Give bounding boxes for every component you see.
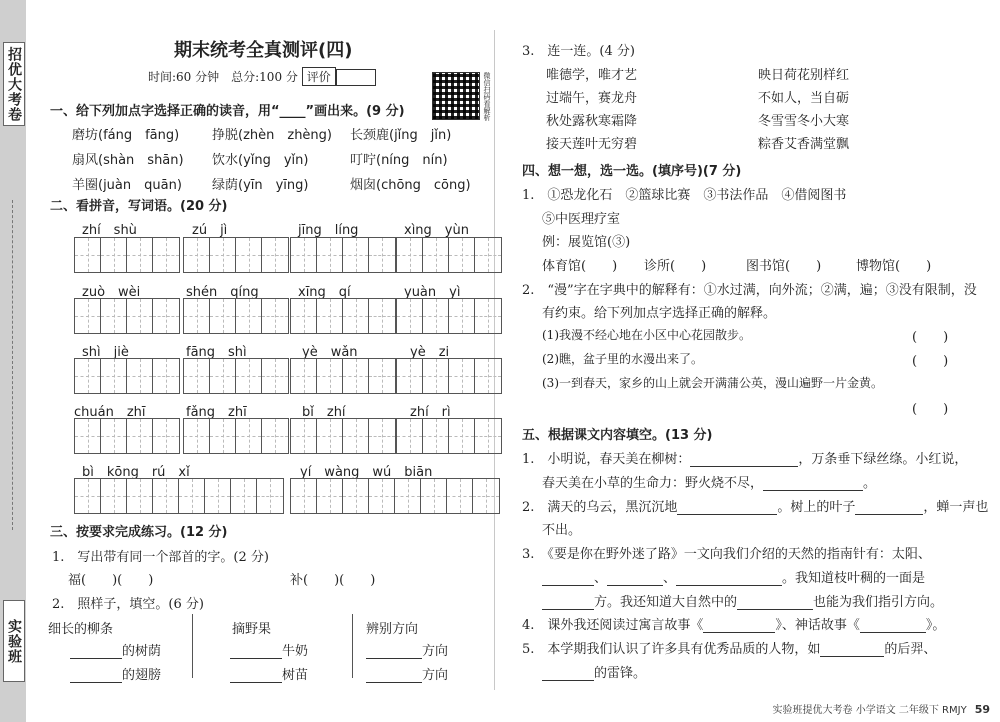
s4-sub-3: (3)一到春天，家乡的山上就会开满蒲公英，漫山遍野一片金黄。 <box>542 376 884 390</box>
binding-strip <box>0 0 26 722</box>
section-3-title: 三、按要求完成练习。(12 分) <box>50 525 228 540</box>
match-right-item[interactable]: 映日荷花别样红 <box>758 68 850 83</box>
qr-label: 微信扫码看解析 <box>483 72 491 121</box>
cut-line <box>12 200 14 530</box>
answer-grid[interactable] <box>290 478 500 514</box>
eval-label: 评价 <box>306 70 331 84</box>
answer-grid[interactable] <box>183 358 289 394</box>
answer-grid[interactable] <box>290 358 396 394</box>
pron-item[interactable]: 扇风(shàn shān) <box>72 153 184 168</box>
answer-grid[interactable] <box>396 418 502 454</box>
fill-blank[interactable] <box>820 656 884 657</box>
answer-grid[interactable] <box>74 478 284 514</box>
section-1-items <box>72 124 471 193</box>
fill-blank[interactable] <box>855 514 923 515</box>
s5-line-4: 4. 课外我还阅读过寓言故事《 》、神话故事《 》。 <box>522 618 946 633</box>
section-1-title: 一、给下列加点字选择正确的读音，用“____”画出来。(9 分) <box>50 104 405 119</box>
pinyin-label: chuán zhī <box>74 405 146 420</box>
fill-line[interactable]: 的树荫 <box>70 640 161 659</box>
pinyin-label: shì jiè <box>82 345 129 360</box>
section-2-title: 二、看拼音，写词语。(20 分) <box>50 199 228 214</box>
time-score: 时间:60 分钟 总分:100 分 <box>148 70 298 84</box>
s5-line-2: 2. 满天的乌云，黑沉沉地 。树上的叶子 ，蝉一声也 <box>522 500 989 515</box>
s5-line-5: 5. 本学期我们认识了许多具有优秀品质的人物，如 的后羿、 <box>522 642 937 657</box>
pron-item[interactable]: 挣脱(zhèn zhèng) <box>212 128 332 143</box>
match-right-item[interactable]: 不如人，当自砺 <box>758 91 850 106</box>
fill-blank[interactable] <box>690 466 798 467</box>
s5-line-2b: 不出。 <box>542 523 582 538</box>
pinyin-label: bǐ zhí <box>302 405 346 420</box>
s4-sub-1: (1)我漫不经心地在小区中心花园散步。 <box>542 328 751 342</box>
fill-line[interactable]: 方向 <box>366 664 448 683</box>
answer-grid[interactable] <box>74 237 180 273</box>
fill-blank[interactable] <box>542 609 594 610</box>
fill-blank[interactable] <box>542 585 594 586</box>
pron-item[interactable]: 饮水(yǐng yǐn) <box>212 153 309 168</box>
fill-line[interactable]: 方向 <box>366 640 448 659</box>
s4-q1b: ⑤中医理疗室 <box>542 212 621 227</box>
s3-q1: 1. 写出带有同一个部首的字。(2 分) <box>52 550 269 565</box>
match-left-item[interactable]: 过端午，赛龙舟 <box>546 91 638 106</box>
pinyin-label: xīng qí <box>298 285 351 300</box>
answer-grid[interactable] <box>74 298 180 334</box>
s4-sub-2: (2)瞧，盆子里的水漫出来了。 <box>542 352 703 366</box>
series-tag-bottom: 实验班 <box>3 600 25 682</box>
section-4-title: 四、想一想，选一选。(填序号)(7 分) <box>522 164 742 179</box>
pinyin-label: zuò wèi <box>82 285 141 300</box>
answer-paren[interactable]: ( ) <box>912 330 949 345</box>
pinyin-label: xìng yùn <box>404 223 469 238</box>
pinyin-label: zú jì <box>192 223 228 238</box>
s5-line-3b: 、 、 。我知道枝叶稠的一面是 <box>542 567 925 586</box>
series-tag-top: 招优大考卷 <box>3 42 25 126</box>
answer-grid[interactable] <box>290 418 396 454</box>
pinyin-label: yè wǎn <box>302 345 358 360</box>
place-answer[interactable]: 诊所( ) <box>644 259 707 274</box>
answer-paren[interactable]: ( ) <box>912 354 949 369</box>
fill-blank[interactable] <box>763 490 863 491</box>
pinyin-label: zhí shù <box>82 223 137 238</box>
example-head: 辨别方向 <box>366 622 419 637</box>
fill-blank[interactable] <box>676 585 782 586</box>
pron-item[interactable]: 长颈鹿(jǐng jǐn) <box>350 128 452 143</box>
radical-answer-2[interactable]: 补( )( ) <box>290 573 376 588</box>
match-right <box>758 64 849 156</box>
match-left-item[interactable]: 接天莲叶无穷碧 <box>546 137 638 152</box>
match-left <box>546 64 637 156</box>
page-title: 期末统考全真测评(四) <box>174 40 353 61</box>
exam-meta <box>148 67 376 86</box>
section-5-title: 五、根据课文内容填空。(13 分) <box>522 428 713 443</box>
s4-q2b: 有约束。给下列加点字选择正确的解释。 <box>542 306 777 321</box>
answer-grid[interactable] <box>74 418 180 454</box>
fill-line[interactable]: 树苗 <box>230 664 308 683</box>
s3-q2: 2. 照样子，填空。(6 分) <box>52 597 204 612</box>
example-head: 细长的柳条 <box>48 622 114 637</box>
pinyin-label: fāng shì <box>186 345 247 360</box>
fill-line[interactable]: 的翅膀 <box>70 664 161 683</box>
pinyin-label: jīng líng <box>298 223 359 238</box>
answer-grid[interactable] <box>183 237 289 273</box>
eval-field[interactable] <box>336 69 376 86</box>
pinyin-label: yí wàng wú biān <box>300 465 433 480</box>
pinyin-label: yè zi <box>410 345 450 360</box>
s5-line-3c: 方。我还知道大自然中的 也能为我们指引方向。 <box>542 591 943 610</box>
answer-grid[interactable] <box>74 358 180 394</box>
fill-blank[interactable] <box>703 632 775 633</box>
fill-blank[interactable] <box>542 680 594 681</box>
answer-grid[interactable] <box>183 298 289 334</box>
pinyin-label: fǎng zhī <box>186 405 247 420</box>
fill-line[interactable]: 牛奶 <box>230 640 308 659</box>
page-number: 59 <box>974 703 990 716</box>
pron-item[interactable]: 羊圈(juàn quān) <box>72 178 182 193</box>
match-right-item[interactable]: 冬雪雪冬小大寒 <box>758 114 850 129</box>
pinyin-label: bì kōng rú xǐ <box>82 465 190 480</box>
fill-blank[interactable] <box>737 609 813 610</box>
fill-blank[interactable] <box>607 585 663 586</box>
answer-grid[interactable] <box>396 298 502 334</box>
s5-line-1: 1. 小明说，春天美在柳树： ，万条垂下绿丝绦。小红说， <box>522 452 968 467</box>
pron-item[interactable]: 磨坊(fáng fāng) <box>72 128 180 143</box>
s4-q2a: 2. “漫”字在字典中的解释有：①水过满，向外流；②满，遍；③没有限制，没 <box>522 283 977 298</box>
page-footer <box>773 701 990 716</box>
pron-item[interactable]: 叮咛(níng nín) <box>350 153 448 168</box>
place-answer[interactable]: 博物馆( ) <box>856 259 932 274</box>
answer-grid[interactable] <box>183 418 289 454</box>
radical-answer-1[interactable]: 福( )( ) <box>68 573 154 588</box>
s5-line-3: 3. 《要是你在野外迷了路》一文向我们介绍的天然的指南针有：太阳、 <box>522 547 931 562</box>
s5-line-5b: 的雷锋。 <box>542 662 646 681</box>
pron-item[interactable]: 烟囱(chōng cōng) <box>350 178 471 193</box>
answer-grid[interactable] <box>396 358 502 394</box>
example-box <box>40 614 492 684</box>
answer-grid[interactable] <box>396 237 502 273</box>
match-left-item[interactable]: 秋处露秋寒霜降 <box>546 114 638 129</box>
pinyin-label: yuàn yì <box>404 285 461 300</box>
answer-grid[interactable] <box>290 298 396 334</box>
match-left-item[interactable]: 唯德学，唯才艺 <box>546 68 638 83</box>
r3-title: 3. 连一连。(4 分) <box>522 44 635 59</box>
match-right-item[interactable]: 粽香艾香满堂飘 <box>758 137 850 152</box>
pinyin-label: zhí rì <box>410 405 451 420</box>
fill-blank[interactable] <box>677 514 777 515</box>
s4-q1: 1. ①恐龙化石 ②篮球比赛 ③书法作品 ④借阅图书 <box>522 188 847 203</box>
answer-grid[interactable] <box>290 237 396 273</box>
qr-code-icon[interactable] <box>432 72 480 120</box>
eval-box <box>302 67 336 86</box>
s5-line-1b: 春天美在小草的生命力：野火烧不尽， 。 <box>542 476 877 491</box>
fill-blank[interactable] <box>860 632 926 633</box>
place-answer[interactable]: 体育馆( ) <box>542 259 618 274</box>
pinyin-label: shén qíng <box>186 285 259 300</box>
answer-paren[interactable]: ( ) <box>912 402 949 417</box>
example-head: 摘野果 <box>232 622 272 637</box>
place-row <box>542 255 931 274</box>
place-answer[interactable]: 图书馆( ) <box>746 259 822 274</box>
s4-example: 例：展览馆(③) <box>542 235 631 250</box>
footer-text: 实验班提优大考卷 小学语文 二年级下 RMJY <box>772 705 967 716</box>
pron-item[interactable]: 绿荫(yīn yīng) <box>212 178 309 193</box>
